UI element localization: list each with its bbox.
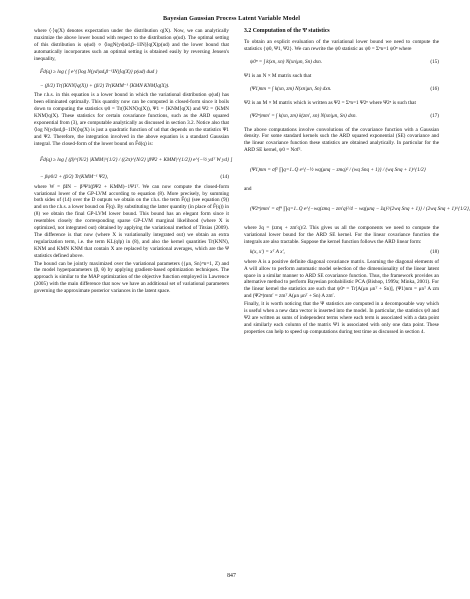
- equation-body: (Ψ2ⁿ)mm′ = σf⁴ ∏q=1..Q e^{−wq(zmq − zm′q)²/4 − wq(μnq − z̄q)²/(2wq Snq + 1)} / (2wq Snq + 1)^{1/2},: [250, 205, 470, 212]
- equation-body: (Ψ2ⁿ)mm′ = ∫ k(xn, zm) k(zm′, xn) N(xn|μn, Sn) dxn.: [250, 113, 357, 120]
- running-header: Bayesian Gaussian Process Latent Variable Model: [162, 15, 301, 22]
- paragraph: The r.h.s. in this equation is a lower bound in which the variational distribution φ(ud) has been eliminated optimally. This quantity now can be computed in closed-form since it boils down to computing the statistics ψ0 = Tr(⟨KNN⟩q(X)), Ψ1 = ⟨KNM⟩q(X) and Ψ2 = ⟨KMN KNM⟩q(X). These statistics for certain covariance functions, such as the ARD squared exponential from (3), are computable analytically as discussed in section 3.2. Notice also that ⟨log N(yd|αd,β−1IN)⟩q(X) is just a quadratic function of ud that depends on the statistics Ψ1 and Ψ2. Therefore, the integration involved in the above equation is a standard Gaussian integral. The closed-form of the lower bound on F̃d(q) is:: [34, 92, 229, 147]
- section-title: 3.2 Computation of the Ψ statistics: [244, 28, 330, 34]
- equation-body: k(x, x′) = xᵀ A x′,: [250, 248, 285, 255]
- equation-number: (18): [430, 248, 439, 255]
- paragraph: The above computations involve convolutions of the covariance function with a Gaussian density. For some standard kernels such the ARD squared exponential (SE) covariance and the linear covariance function these statistics are obtained analytically. In particular for the ARD SE kernel, ψ0 = Nσf².: [244, 126, 439, 154]
- equation-14-b: [34, 174, 229, 181]
- equation-number: (14): [220, 173, 229, 180]
- equation-body: (Ψ1)nm = ∫ k(xn, zm) N(xn|μn, Sn) dxn.: [250, 86, 332, 93]
- equation-psi1: [244, 157, 439, 183]
- equation-bound-b: [34, 83, 229, 90]
- paragraph: where W = βIN − β²Ψ1(βΨ2 + KMM)−1Ψ1ᵀ. We can now compute the closed-form variational lower of the GP-LVM according to equation (8). More precisely, by summing both sides of (14) over the D outputs we obtain on the r.h.s. the term F̃(q) (see equation (9)) and on the r.h.s. a lower bound on F̃(q). By substituting the latter quantity (in place of F̃(q)) in (8) we obtain the final GP-LVM lower bound. This bound has an elegant form since it resembles closely the corresponding sparse GP-LVM marginal likelihood (where X is optimized, not integrated out) obtained by applying the variational method of Titsias (2009). The difference is that now (where X is variationally integrated out) we obtain an extra regularization term, i.e. the term KL(q‖p) in (8), and also the kernel quantities Tr(KNN), KNM and KMN KNM that contain X are replaced by variational averages, which are the Ψ statistics defined above.: [34, 183, 229, 259]
- paragraph: Finally, it is worth noticing that the Ψ statistics are computed in a decomposable way which is useful when a new data vector is inserted into the model. In particular, the statistics ψ0 and Ψ2 are written as sums of independent terms where each term is associated with a data point and similarly each column of the matrix Ψ1 is associated with only one data point. These properties can help to speed up computations during test time as discussed in section 4.: [244, 301, 439, 335]
- equation-number: (15): [430, 59, 439, 66]
- equation-body: − βψ0/2 + (β/2) Tr(KMM⁻¹ Ψ2),: [40, 173, 108, 180]
- paragraph: and: [244, 186, 252, 193]
- right-column: [244, 28, 470, 337]
- paragraph: To obtain an explicit evaluation of the variational lower bound we need to compute the statistics {ψ0, Ψ1, Ψ2}. We can rewrite the ψ0 statistic as ψ0 = Σⁿn=1 ψ0ⁿ where: [244, 38, 439, 52]
- paragraph: Ψ2 is an M × M matrix which is written as Ψ2 = Σⁿn=1 Ψ2ⁿ where Ψ2ⁿ is such that: [244, 99, 416, 106]
- equation-psi2: [244, 196, 470, 222]
- equation-number: (16): [430, 86, 439, 93]
- paragraph: where A is a positive definite diagonal covariance matrix. Learning the diagonal elements of A will allow to perform automatic model selection of the dimensionality of the linear latent space in a similar manner to ARD SE covariance function. Thus, the framework provides an alternative method to perform Bayesian probabilistic PCA (Bishop, 1999a; Minka, 2001). For the linear kernel the statistics are such that ψ0ⁿ = Tr[A(μn μnᵀ + Sn)], (Ψ1)nm = μnᵀ A zm and (Ψ2ⁿ)mm′ = zmᵀ A(μn μnᵀ + Sn) A zm′.: [244, 258, 439, 300]
- equation-body: F̃d(q) ≥ log [ (β)^{N/2} |KMM|^{1/2} / ((2π)^{N/2} |βΨ2 + KMM|^{1/2}) e^{−½ ydᵀ W yd} ]: [40, 157, 233, 164]
- page-number: 847: [227, 573, 236, 579]
- equation-17: [244, 110, 439, 124]
- equation-14-a: [34, 151, 233, 171]
- equation-number: (17): [430, 113, 439, 120]
- equation-15: [244, 56, 439, 70]
- paragraph: where z̄q = (zmq + zm′q)/2. This gives us all the components we need to compute the variational lower bound for the ARD SE kernel. For the linear covariance function the integrals are also tractable. Suppose the kernel function follows the ARD linear form:: [244, 225, 439, 245]
- equation-body: (Ψ1)nm = σf² ∏q=1..Q e^{−½ wq(μnq − zmq)² / (wq Snq + 1)} / (wq Snq + 1)^{1/2}: [250, 166, 426, 173]
- equation-16: [244, 83, 439, 97]
- equation-body: F̃d(q) ≥ log ( ∫ e^{⟨log N(yd|αd,β⁻¹IN)⟩q(X)} p(ud) dud ): [40, 69, 158, 76]
- paragraph: where ⟨·⟩q(X) denotes expectation under the distribution q(X). Now, we can analytically maximize the above lower bound with respect to the distribution φ(ud). The optimal setting of this distribution is φ(ud) ∝ ⟨logN(yd|αd,β−1IN)⟩q(X)p(ud) and the lower bound that automatically incorporates such an optimal setting is obtained easily by reversing Jensen's inequality,: [34, 28, 229, 62]
- equation-18: [244, 249, 439, 256]
- equation-body: ψ0ⁿ = ∫ k(xn, xn) N(xn|μn, Sn) dxn.: [250, 59, 323, 66]
- equation-bound-a: [34, 66, 229, 80]
- equation-body: − (β/2) Tr(⟨KNN⟩q(X)) + (β/2) Tr(KMM⁻¹ ⟨KMN KNM⟩q(X)).: [40, 82, 170, 89]
- left-column: [34, 28, 233, 296]
- paragraph: Ψ1 is an N × M matrix such that: [244, 72, 312, 79]
- paragraph: The bound can be jointly maximized over the variational parameters ({μn, Sn}ⁿn=1, Z) and the model hyperparameters (β, θ) by applying gradient-based optimization techniques. The approach is similar to the MAP optimization of the objective function employed in Lawrence (2005) with the main difference that now we have an additional set of variational parameters governing the approximate posterior variances in the latent space.: [34, 260, 229, 295]
